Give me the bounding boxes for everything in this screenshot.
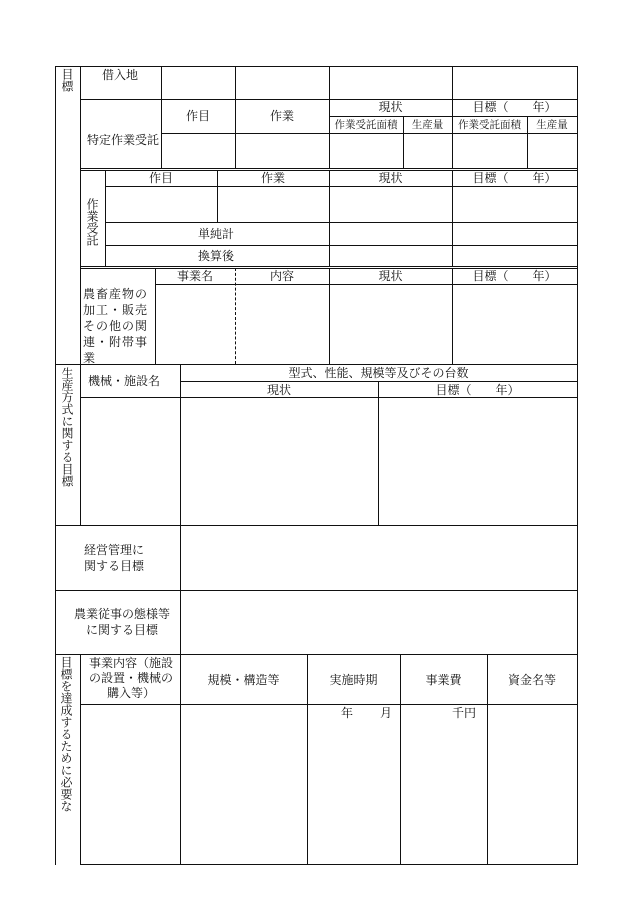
rule [155, 284, 577, 285]
business-name-header: 事業名 [176, 269, 213, 283]
rule [161, 133, 577, 134]
rule [55, 654, 577, 655]
spec-target-header: 目標（ 年） [435, 383, 520, 397]
rule [105, 222, 577, 223]
rule [180, 525, 181, 654]
contract-area-header: 作業受託面積 [334, 119, 398, 131]
spec-header: 型式、性能、規模等及びその台数 [288, 366, 469, 380]
rule [452, 66, 453, 168]
work-contract-side-label: 作業受託 [85, 198, 99, 246]
wc-target-header: 目標（ 年） [472, 171, 557, 185]
goals-side-label: 目標 [60, 68, 74, 92]
timing-header: 実施時期 [329, 673, 378, 687]
funding-header: 資金名等 [507, 673, 556, 687]
spec-current-header: 現状 [266, 383, 291, 397]
related-business-label: 農畜産物の加工・販売その他の関連・附帯事業 [83, 287, 149, 365]
rule [80, 397, 577, 398]
rule [80, 864, 577, 865]
rule [577, 66, 578, 865]
thousand-yen-unit: 千円 [452, 706, 477, 720]
target-header: 目標（ 年） [472, 100, 557, 114]
specified-contract-label: 特定作業受託 [87, 133, 160, 147]
month-unit: 月 [380, 706, 393, 720]
rule [55, 66, 577, 67]
machinery-header: 機械・施設名 [88, 374, 161, 388]
borrowed-land-label: 借入地 [102, 68, 139, 82]
rule [55, 525, 577, 526]
project-content-header: 事業内容（施設の設置・機械の購入等） [88, 656, 173, 700]
production-side-label: 生産方式に関する目標 [60, 367, 74, 487]
rule [105, 245, 577, 246]
business-current-header: 現状 [378, 269, 403, 283]
crop-header: 作目 [185, 109, 210, 123]
scale-header: 規模・構造等 [207, 673, 280, 687]
rule [55, 590, 577, 591]
cost-header: 事業費 [425, 673, 462, 687]
simple-total-label: 単純計 [198, 227, 235, 241]
labor-goal-label: 農業従事の態様等に関する目標 [73, 607, 170, 637]
wc-crop-header: 作目 [148, 171, 173, 185]
rule [329, 116, 577, 117]
wc-work-header: 作業 [260, 171, 285, 185]
rule [80, 66, 81, 364]
management-goal-label: 経営管理に関する目標 [84, 543, 145, 573]
rule [80, 364, 81, 525]
business-content-header: 内容 [269, 269, 294, 283]
converted-label: 換算後 [198, 249, 235, 263]
rule [378, 381, 379, 525]
rule [80, 704, 577, 705]
rule [80, 168, 577, 169]
rule [329, 66, 330, 168]
contract-area-target-header: 作業受託面積 [458, 119, 521, 131]
rule [80, 654, 81, 865]
rule [105, 186, 577, 187]
projects-side-label: 目標を達成するために必要な [59, 656, 73, 812]
wc-current-header: 現状 [378, 171, 403, 185]
production-header: 生産量 [411, 119, 444, 131]
work-header: 作業 [269, 109, 294, 123]
rule [80, 266, 577, 267]
rule [55, 66, 56, 865]
current-header: 現状 [378, 100, 403, 114]
year-unit: 年 [341, 706, 354, 720]
production-target-header: 生産量 [536, 119, 568, 131]
business-target-header: 目標（ 年） [472, 269, 557, 283]
